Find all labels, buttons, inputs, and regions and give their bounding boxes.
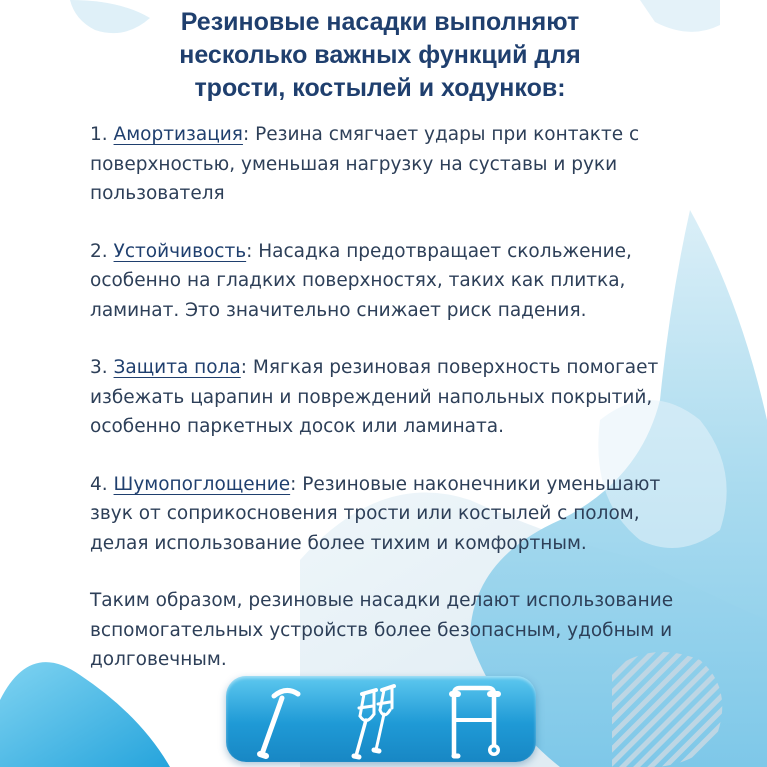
item-text: : Насадка предотвращает скольжение, особенно на гладких поверхностях, таких как плитка, ламинат. Это значительно снижает риск падения. xyxy=(90,240,632,321)
item-number: 1. xyxy=(90,124,108,145)
function-list xyxy=(90,120,680,675)
title-line-3: трости, костылей и ходунков: xyxy=(194,74,566,102)
mobility-aids-icon-panel xyxy=(226,676,536,762)
list-item-noise-absorption xyxy=(90,470,680,559)
term-noise-absorption: Шумопоглощение xyxy=(113,473,291,495)
title-line-2: несколько важных функций для xyxy=(179,41,581,69)
page-title xyxy=(100,6,660,105)
term-stability: Устойчивость xyxy=(113,240,247,262)
cane-icon xyxy=(252,680,312,760)
item-text: : Резиновые наконечники уменьшают звук от соприкосновения трости или костылей с полом, делая использование более тихим и комфортным. xyxy=(90,473,661,554)
term-floor-protection: Защита пола xyxy=(113,357,241,378)
item-number: 3. xyxy=(90,357,108,378)
item-number: 2. xyxy=(90,240,108,262)
title-line-1: Резиновые насадки выполняют xyxy=(180,8,580,36)
walker-icon xyxy=(440,680,510,760)
list-item-cushioning xyxy=(90,120,680,209)
item-text: : Резина смягчает удары при контакте с поверхностью, уменьшая нагрузку на суставы и руки пользователя xyxy=(90,124,640,204)
crutches-icon xyxy=(344,680,414,760)
list-item-floor-protection xyxy=(90,353,680,442)
list-item-stability xyxy=(90,237,680,326)
term-cushioning: Амортизация xyxy=(113,124,243,145)
item-number: 4. xyxy=(90,473,108,495)
item-text: : Мягкая резиновая поверхность помогает избежать царапин и повреждений напольных покрытий, особенно паркетных досок или ламината. xyxy=(90,357,659,437)
conclusion-text: Таким образом, резиновые насадки делают использование вспомогательных устройств более безопасным, удобным и долговечным. xyxy=(90,590,674,670)
